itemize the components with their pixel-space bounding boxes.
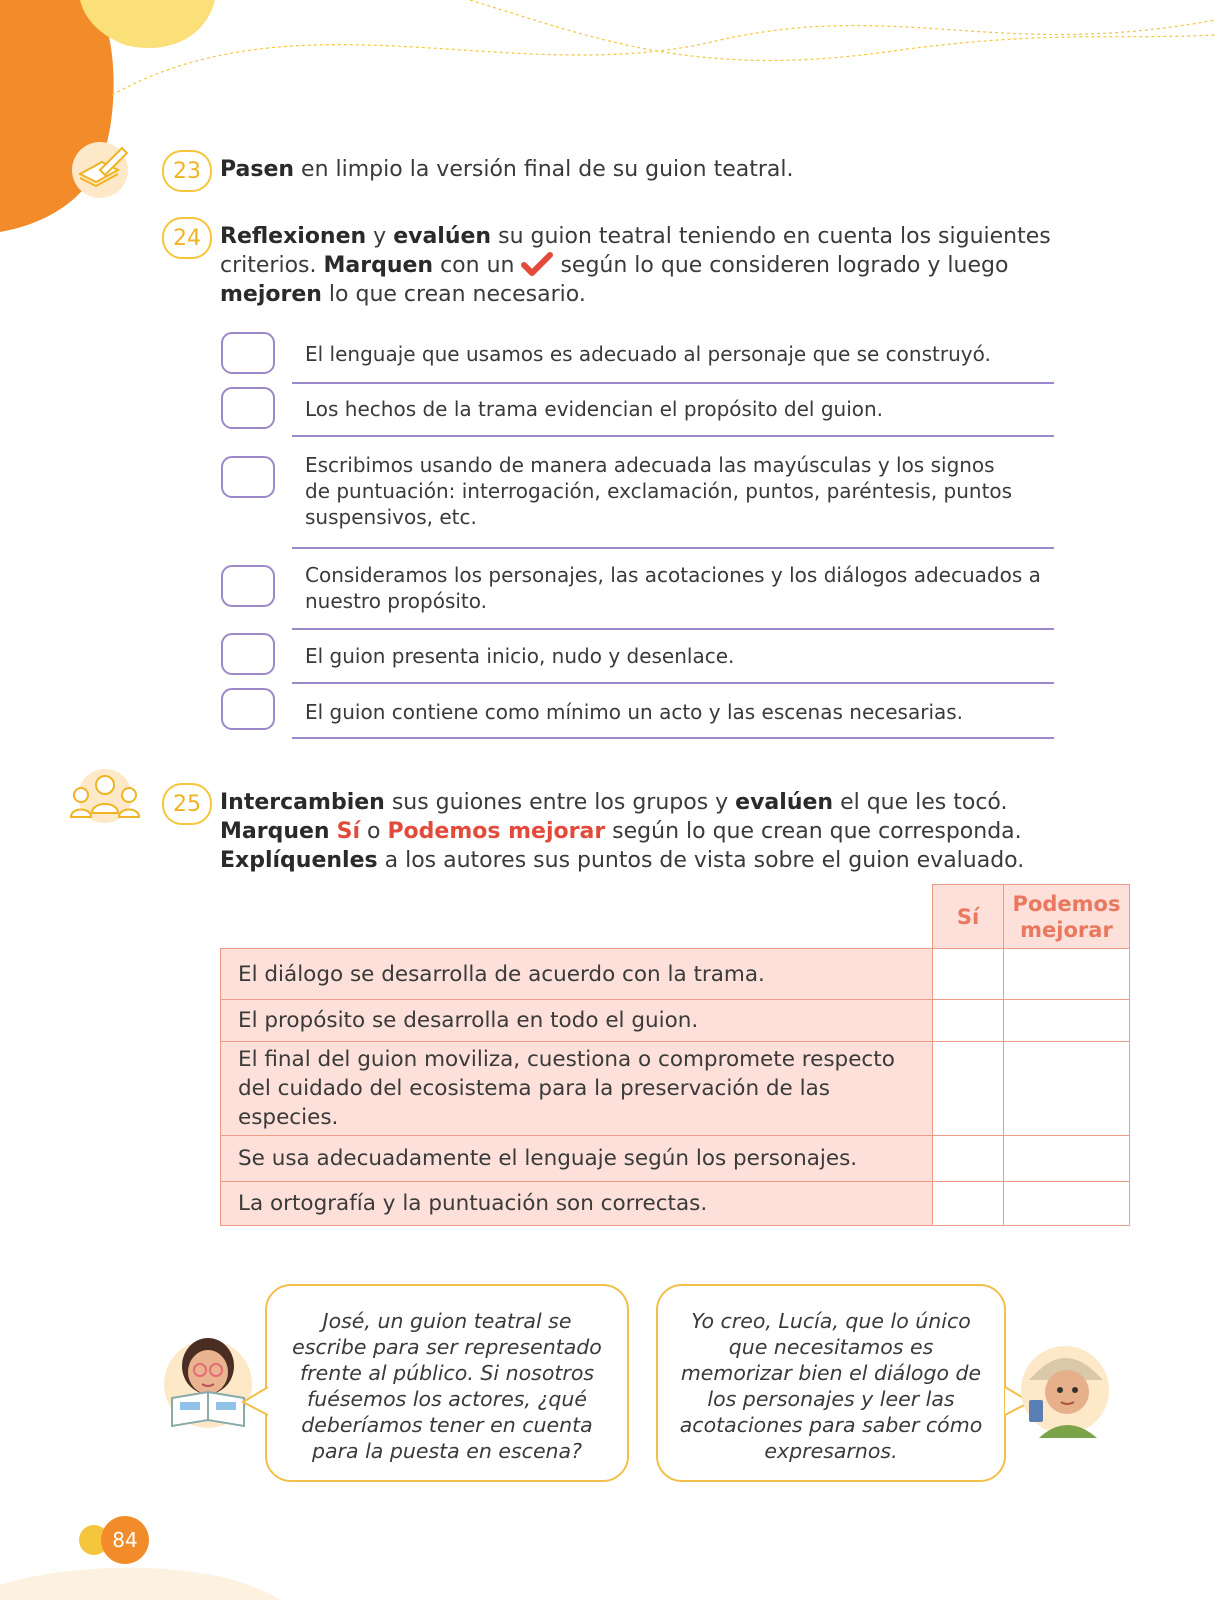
yes-cell[interactable] [933, 949, 1004, 1000]
criterion-3: Escribimos usando de manera adecuada las mayúsculas y los signos de puntuación: interrogación, exclamación, puntos, paréntesis, puntos suspensivos, etc. [305, 453, 1013, 529]
speech-bubble-right [656, 1284, 1006, 1482]
boy-with-phone-illustration [1017, 1334, 1113, 1438]
table-row-criterion: El final del guion moviliza, cuestiona o compromete respecto del cuidado del ecosistema para la preservación de las especies. [221, 1042, 933, 1136]
criterion-5: El guion presenta inicio, nudo y desenlace. [305, 644, 735, 668]
criterion-2: Los hechos de la trama evidencian el propósito del guion. [305, 397, 884, 421]
criterion-checkbox-5[interactable] [221, 633, 275, 675]
criterion-4: Consideramos los personajes, las acotaciones y los diálogos adecuados a nuestro propósito. [305, 563, 1041, 613]
activity-23-number: 23 [162, 150, 212, 192]
criterion-checkbox-3[interactable] [221, 456, 275, 498]
column-header-yes: Sí [933, 885, 1004, 949]
activity-24-instruction: Reflexionen y evalúen su guion teatral teniendo en cuenta los siguientes criterios. Marquen con un según lo que consideren logrado y luego mejoren lo que crean necesario. [220, 224, 1051, 307]
table-row [221, 1136, 1130, 1182]
table-row [221, 1182, 1130, 1226]
table-row-criterion: El diálogo se desarrolla de acuerdo con la trama. [221, 949, 933, 1000]
table-row-criterion: Se usa adecuadamente el lenguaje según los personajes. [221, 1136, 933, 1182]
improve-cell[interactable] [1004, 1182, 1130, 1226]
speech-bubble-left-text: José, un guion teatral se escribe para ser representado frente al público. Si nosotros fuésemos los actores, ¿qué deberíamos tener en cuenta para la puesta en escena? [292, 1309, 602, 1463]
activity-25-number: 25 [162, 783, 212, 825]
yes-cell[interactable] [933, 1042, 1004, 1136]
yes-cell[interactable] [933, 1182, 1004, 1226]
improve-cell[interactable] [1004, 1000, 1130, 1042]
writing-icon [70, 140, 132, 198]
speech-bubble-right-text: Yo creo, Lucía, que lo único que necesitamos es memorizar bien el diálogo de los personajes y leer las acotaciones para saber cómo expresarnos. [679, 1309, 983, 1463]
yes-cell[interactable] [933, 1000, 1004, 1042]
improve-cell[interactable] [1004, 1042, 1130, 1136]
yes-cell[interactable] [933, 1136, 1004, 1182]
table-row [221, 1042, 1130, 1136]
criterion-checkbox-1[interactable] [221, 332, 275, 374]
improve-cell[interactable] [1004, 949, 1130, 1000]
table-corner [221, 885, 933, 949]
divider [292, 382, 1054, 384]
column-header-improve: Podemos mejorar [1004, 885, 1130, 949]
group-icon [65, 765, 145, 827]
activity-24-number: 24 [162, 217, 212, 259]
activity-25-instruction: Intercambien sus guiones entre los grupos y evalúen el que les tocó. Marquen Sí o Podemos mejorar según lo que crean que corresponda. Explíquenles a los autores sus puntos de vista sobre el guion evaluado. [220, 790, 1025, 873]
improve-cell[interactable] [1004, 1136, 1130, 1182]
page-number: 84 [101, 1516, 149, 1564]
criterion-checkbox-6[interactable] [221, 688, 275, 730]
criterion-checkbox-2[interactable] [221, 387, 275, 429]
table-row [221, 1000, 1130, 1042]
table-row [221, 949, 1130, 1000]
divider [292, 547, 1054, 549]
speech-bubble-left-tail [241, 1385, 269, 1419]
table-row-criterion: La ortografía y la puntuación son correctas. [221, 1182, 933, 1226]
criterion-6: El guion contiene como mínimo un acto y las escenas necesarias. [305, 700, 964, 724]
evaluation-table [220, 884, 1130, 1226]
divider [292, 682, 1054, 684]
speech-bubble-left [265, 1284, 629, 1482]
checkmark-icon [521, 252, 553, 276]
activity-23-instruction: Pasen en limpio la versión final de su guion teatral. [220, 157, 794, 182]
divider [292, 628, 1054, 630]
criterion-1: El lenguaje que usamos es adecuado al personaje que se construyó. [305, 342, 991, 366]
divider [292, 737, 1054, 739]
table-row-criterion: El propósito se desarrolla en todo el guion. [221, 1000, 933, 1042]
criterion-checkbox-4[interactable] [221, 565, 275, 607]
divider [292, 435, 1054, 437]
